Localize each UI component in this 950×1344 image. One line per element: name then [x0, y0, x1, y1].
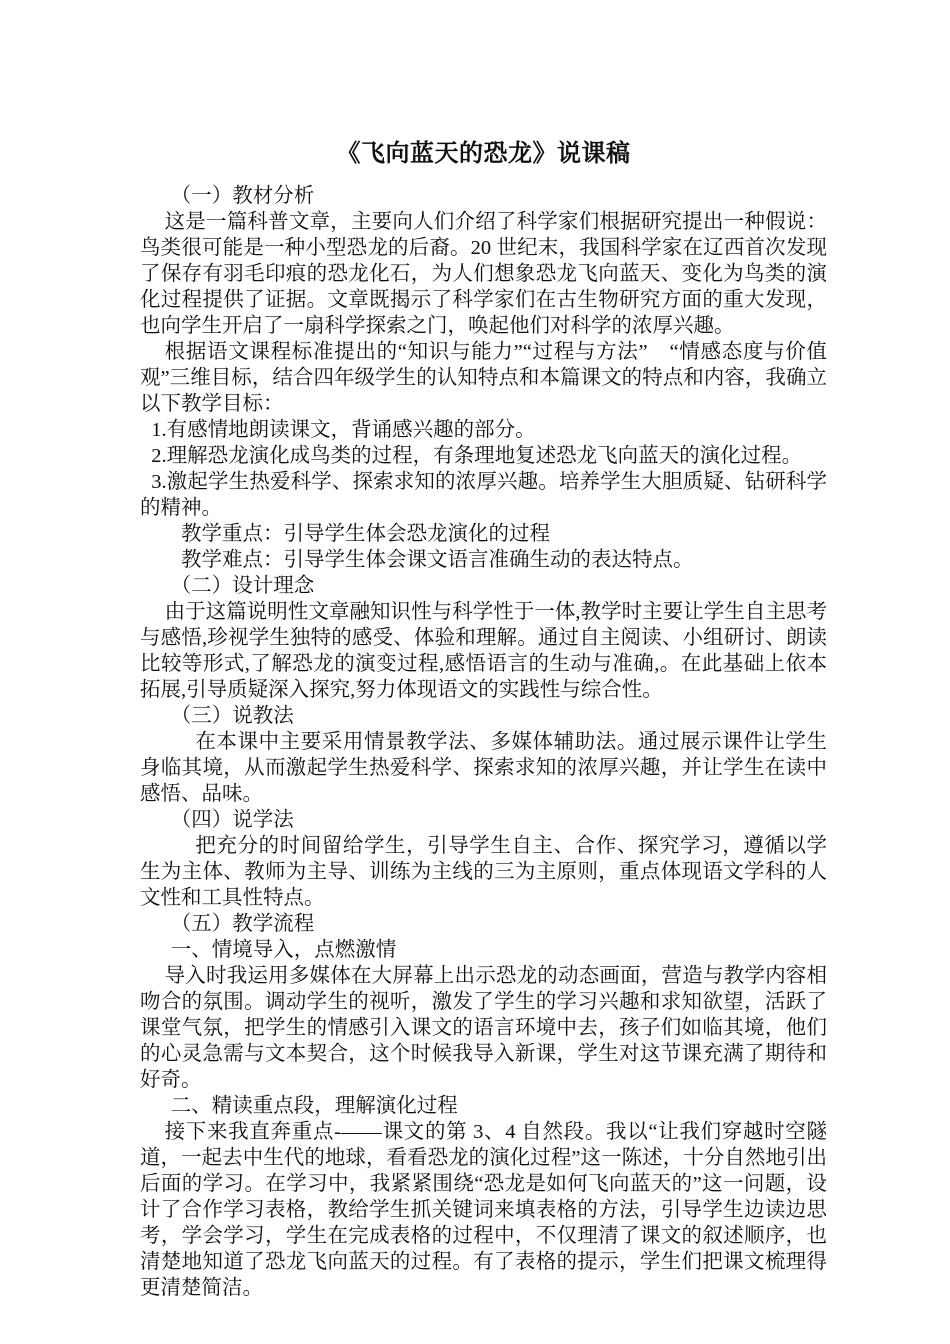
paragraph: 2.理解恐龙演化成鸟类的过程，有条理地复述恐龙飞向蓝天的演化过程。 [151, 445, 803, 467]
paragraph: （四）说学法 [170, 809, 294, 831]
paragraph: 由于这篇说明性文章融知识性与科学性于一体,教学时主要让学生自主思考与感悟,珍视学生独特的感受、体验和理解。通过自主阅读、小组研讨、朗读比较等形式,了解恐龙的演变过程,感悟语言的生动与准确,。在此基础上依本拓展,引导质疑深入探究,努力体现语文的实践性与综合性。 [140, 601, 827, 701]
paragraph: 接下来我直奔重点-——课文的第 3、4 自然段。我以“让我们穿越时空隧道，一起去中生代的地球，看看恐龙的演化过程”这一陈述，十分自然地引出后面的学习。在学习中，我紧紧围绕“恐龙是如何飞向蓝天的”这一问题，设计了合作学习表格，教给学生抓关键词来填表格的方法，引导学生边读边思考，学会学习，学生在完成表格的过程中，不仅理清了课文的叙述顺序，也清楚地知道了恐龙飞向蓝天的过程。有了表格的提示，学生们把课文梳理得更清楚简洁。 [140, 1121, 827, 1299]
document-body [140, 183, 827, 1301]
paragraph: 教学重点：引导学生体会恐龙演化的过程 [181, 523, 550, 545]
paragraph: （三）说教法 [170, 705, 294, 727]
paragraph: （二）设计理念 [170, 575, 315, 597]
paragraph: 二、精读重点段，理解演化过程 [170, 1095, 458, 1117]
document-title: 《飞向蓝天的恐龙》说课稿 [336, 141, 631, 167]
paragraph: 这是一篇科普文章，主要向人们介绍了科学家们根据研究提出一种假说：鸟类很可能是一种小型恐龙的后裔。20 世纪末，我国科学家在辽西首次发现了保存有羽毛印痕的恐龙化石，为人们想象恐龙飞向蓝天、变化为鸟类的演化过程提供了证据。文章既揭示了科学家们在古生物研究方面的重大发现，也向学生开启了一扇科学探索之门，唤起他们对科学的浓厚兴趣。 [140, 211, 827, 337]
paragraph: 导入时我运用多媒体在大屏幕上出示恐龙的动态画面，营造与教学内容相吻合的氛围。调动学生的视听，激发了学生的学习兴趣和求知欲望，活跃了课堂气氛，把学生的情感引入课文的语言环境中去，孩子们如临其境，他们的心灵急需与文本契合，这个时候我导入新课，学生对这节课充满了期待和好奇。 [140, 965, 827, 1091]
paragraph: 一、情境导入，点燃激情 [170, 939, 397, 961]
paragraph: 3.激起学生热爱科学、探索求知的浓厚兴趣。培养学生大胆质疑、钻研科学的精神。 [140, 471, 827, 519]
paragraph: 把充分的时间留给学生，引导学生自主、合作、探究学习，遵循以学生为主体、教师为主导、训练为主线的三为主原则，重点体现语文学科的人文性和工具性特点。 [140, 835, 827, 909]
paragraph: 1.有感情地朗读课文，背诵感兴趣的部分。 [151, 419, 536, 441]
paragraph: （五）教学流程 [170, 913, 315, 935]
paragraph: 根据语文课程标准提出的“知识与能力”“过程与方法” “情感态度与价值观”三维目标，结合四年级学生的认知特点和本篇课文的特点和内容，我确立以下教学目标： [140, 341, 827, 415]
paragraph: 在本课中主要采用情景教学法、多媒体辅助法。通过展示课件让学生身临其境，从而激起学生热爱科学、探索求知的浓厚兴趣，并让学生在读中感悟、品味。 [140, 731, 827, 805]
paragraph: （一）教材分析 [170, 185, 315, 207]
paragraph: 教学难点：引导学生体会课文语言准确生动的表达特点。 [181, 549, 694, 571]
